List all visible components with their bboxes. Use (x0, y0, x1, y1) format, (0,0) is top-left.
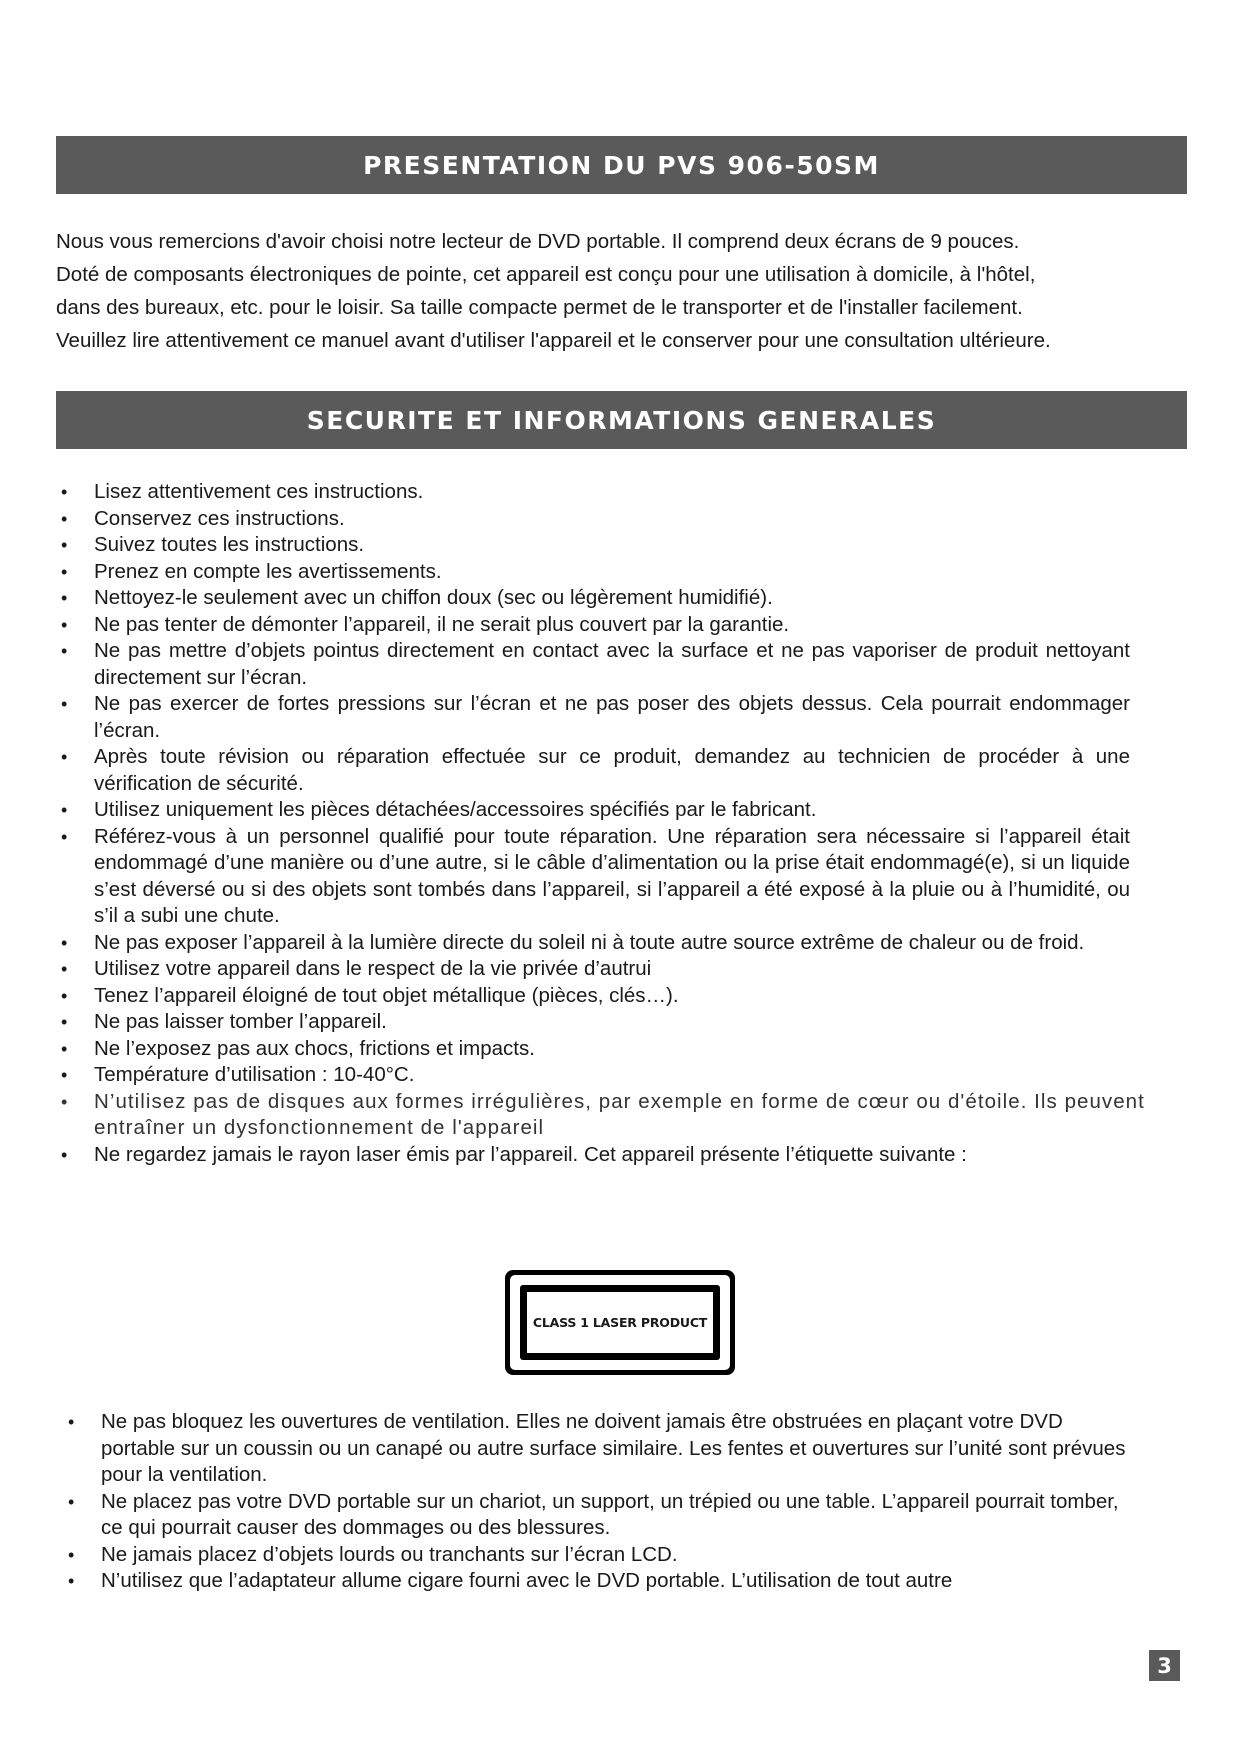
list-item (61, 797, 1130, 824)
list-item (68, 1568, 1131, 1595)
section-heading-safety (56, 391, 1187, 449)
list-item-text: Ne pas exercer de fortes pressions sur l’écran et ne pas poser des objets dessus. Cela pourrait endommager l’écran. (94, 692, 1130, 742)
list-item-text: Ne placez pas votre DVD portable sur un chariot, un support, un trépied ou une table. L’appareil pourrait tomber, ce qui pourrait causer des dommages ou des blessures. (101, 1489, 1119, 1539)
laser-class-label (505, 1270, 735, 1375)
intro-paragraph (56, 225, 1196, 357)
bullet-icon: • (68, 1412, 75, 1432)
bullet-icon: • (61, 1012, 68, 1032)
list-item-text: Ne pas tenter de démonter l’appareil, il ne serait plus couvert par la garantie. (94, 612, 790, 636)
bullet-icon: • (61, 747, 68, 767)
bullet-icon: • (61, 800, 68, 820)
intro-line: Doté de composants électroniques de pointe, cet appareil est conçu pour une utilisation à domicile, à l'hôtel, (56, 263, 1036, 286)
list-item (68, 1409, 1131, 1489)
intro-line: Veuillez lire attentivement ce manuel avant d'utiliser l'appareil et le conserver pour une consultation ultérieure. (56, 329, 1051, 352)
list-item (61, 638, 1130, 691)
bullet-icon: • (61, 641, 68, 661)
list-item (61, 691, 1130, 744)
bullet-icon: • (61, 1144, 68, 1165)
bullet-icon: • (61, 959, 68, 979)
list-item-text: N’utilisez que l’adaptateur allume cigare fourni avec le DVD portable. L’utilisation de tout autre (101, 1569, 953, 1592)
list-item-text: Ne pas bloquez les ouvertures de ventilation. Elles ne doivent jamais être obstruées en plaçant votre DVD portable sur un coussin ou un canapé ou autre surface similaire. Les fentes et ouvertures sur l’unité sont prévues pour la ventilation. (101, 1410, 1126, 1486)
list-item-text: Tenez l’appareil éloigné de tout objet métallique (pièces, clés…). (94, 983, 679, 1007)
list-item-text: N’utilisez pas de disques aux formes irrégulières, par exemple en forme de cœur ou d'étoile. Ils peuvent entraîner un dysfonctionnement de l'appareil (94, 1089, 1145, 1139)
bullet-icon: • (61, 508, 68, 529)
list-item-text: Après toute révision ou réparation effectuée sur ce produit, demandez au technicien de procéder à une vérification de sécurité. (94, 745, 1130, 795)
section-heading-presentation (56, 136, 1187, 194)
bullet-icon: • (61, 985, 68, 1006)
list-item-text: Conservez ces instructions. (94, 506, 345, 530)
list-item-text: Ne pas laisser tomber l’appareil. (94, 1010, 387, 1033)
intro-line: dans des bureaux, etc. pour le loisir. Sa taille compacte permet de le transporter et de l'installer facilement. (56, 296, 1023, 319)
list-item-text: Référez-vous à un personnel qualifié pour toute réparation. Une réparation sera nécessaire si l’appareil était endommagé d’une manière ou d’une autre, si le câble d’alimentation ou la prise était endommagé(e), si un liquide s’est déversé ou si des objets sont tombés dans l’appareil, si l’appareil a été exposé à la pluie ou à l’humidité, ou s’il a subi une chute. (94, 824, 1130, 927)
bullet-icon: • (68, 1544, 75, 1565)
list-item-text: Suivez toutes les instructions. (94, 533, 365, 556)
list-item-text: Lisez attentivement ces instructions. (94, 480, 424, 503)
list-item (61, 1142, 1130, 1169)
list-item (61, 585, 1130, 612)
additional-safety-list (68, 1409, 1131, 1595)
list-item (61, 930, 1130, 957)
bullet-icon: • (61, 1065, 68, 1085)
bullet-icon: • (61, 561, 68, 582)
list-item (61, 744, 1130, 797)
bullet-icon: • (68, 1491, 75, 1512)
list-item (61, 956, 1130, 983)
bullet-icon: • (61, 932, 68, 953)
list-item (61, 532, 1130, 559)
bullet-icon: • (61, 1091, 69, 1112)
list-item-text: Prenez en compte les avertissements. (94, 559, 442, 583)
list-item (68, 1489, 1131, 1542)
list-item (61, 824, 1130, 930)
laser-label-text: CLASS 1 LASER PRODUCT (527, 1292, 713, 1353)
list-item (61, 1062, 1130, 1089)
bullet-icon: • (61, 826, 68, 847)
list-item (68, 1542, 1131, 1569)
list-item (61, 983, 1130, 1010)
bullet-icon: • (61, 482, 68, 502)
list-item-text: Température d’utilisation : 10-40°C. (94, 1063, 415, 1086)
list-item (61, 506, 1130, 533)
list-item-text: Utilisez uniquement les pièces détachées/accessoires spécifiés par le fabricant. (94, 798, 817, 821)
list-item-text: Ne regardez jamais le rayon laser émis par l’appareil. Cet appareil présente l’étiquette suivante : (94, 1142, 967, 1166)
list-item (61, 612, 1130, 639)
section-heading-text: PRESENTATION DU PVS 906-50SM (363, 150, 880, 180)
list-item-text: Nettoyez-le seulement avec un chiffon doux (sec ou légèrement humidifié). (94, 586, 773, 609)
list-item (61, 479, 1130, 506)
list-item-text: Utilisez votre appareil dans le respect de la vie privée d’autrui (94, 957, 652, 980)
bullet-icon: • (68, 1571, 75, 1591)
list-item (61, 559, 1130, 586)
list-item-text: Ne jamais placez d’objets lourds ou tranchants sur l’écran LCD. (101, 1542, 678, 1566)
safety-list (61, 479, 1145, 1168)
list-item (61, 1036, 1130, 1063)
list-item-text: Ne pas mettre d’objets pointus directement en contact avec la surface et ne pas vaporiser de produit nettoyant directement sur l’écran. (94, 639, 1130, 689)
section-heading-text: SECURITE ET INFORMATIONS GENERALES (306, 405, 937, 435)
list-item (61, 1089, 1190, 1142)
intro-line: Nous vous remercions d'avoir choisi notre lecteur de DVD portable. Il comprend deux écrans de 9 pouces. (56, 230, 1020, 253)
list-item (61, 1009, 1130, 1036)
list-item-text: Ne pas exposer l’appareil à la lumière directe du soleil ni à toute autre source extrême de chaleur ou de froid. (94, 930, 1085, 954)
bullet-icon: • (61, 535, 68, 555)
bullet-icon: • (61, 614, 68, 635)
page-number: 3 (1149, 1650, 1180, 1681)
list-item-text: Ne l’exposez pas aux chocs, frictions et impacts. (94, 1036, 535, 1060)
bullet-icon: • (61, 588, 68, 608)
bullet-icon: • (61, 694, 68, 714)
bullet-icon: • (61, 1038, 68, 1059)
